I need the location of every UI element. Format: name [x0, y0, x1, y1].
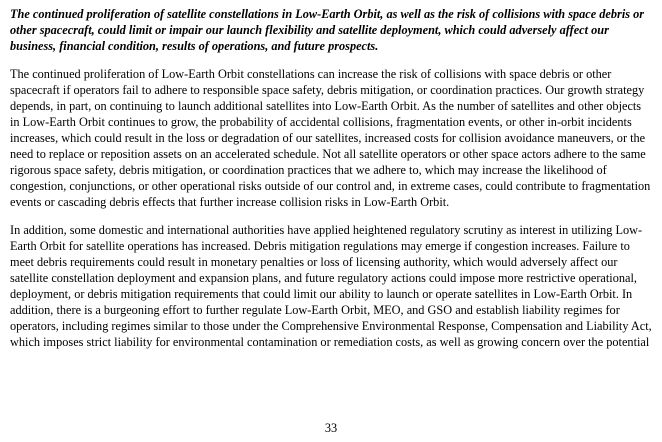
body-paragraph-1: The continued proliferation of Low-Earth Orbit constellations can increase the risk of collisions with space debris or other spacecraft if operators fail to adhere to responsible space safety, debris mitigation, or coordination practices. Our growth strategy depends, in part, on continuing to launch additional satellites into Low-Earth Orbit. As the number of satellites and other objects in Low-Earth Orbit continues to grow, the probability of accidental collisions, fragmentation events, or other in-orbit incidents increases, which could result in the loss or degradation of our satellites, increased costs for collision avoidance maneuvers, or the need to replace or reposition assets on an accelerated schedule. Not all satellite operators or other space actors adhere to the same rigorous space safety, debris mitigation, or coordination practices that we adhere to, which may increase the likelihood of congestion, conjunctions, or other operational risks outside of our control and, in extreme cases, could contribute to fragmentation events or cascading debris effects that further increase collision risks in Low-Earth Orbit. [10, 67, 651, 209]
body-paragraph-2: In addition, some domestic and international authorities have applied heightened regulatory scrutiny as interest in utilizing Low-Earth Orbit for satellite operations has increased. Debris mitigation regulations may emerge if congestion increases. Failure to meet debris requirements could result in monetary penalties or loss of licensing authority, which would adversely affect our satellite constellation deployment and expansion plans, and future regulatory actions could impose more restrictive operational, deployment, or debris mitigation requirements that could limit our ability to launch or operate satellites in Low-Earth Orbit. In addition, there is a burgeoning effort to further regulate Low-Earth Orbit, MEO, and GSO and establish liability regimes for operators, including regimes similar to those under the Comprehensive Environmental Response, Compensation and Liability Act, which imposes strict liability for environmental contamination or remediation costs, as well as growing concern over the potential [10, 223, 652, 349]
page-number: 33 [324, 421, 338, 435]
document-page [10, 6, 652, 362]
risk-factor-heading: The continued proliferation of satellite constellations in Low-Earth Orbit, as well as the risk of collisions with space debris or other spacecraft, could limit or impair our launch flexibility and satellite deployment, which could adversely affect our business, financial condition, results of operations, and future prospects. [10, 7, 645, 53]
